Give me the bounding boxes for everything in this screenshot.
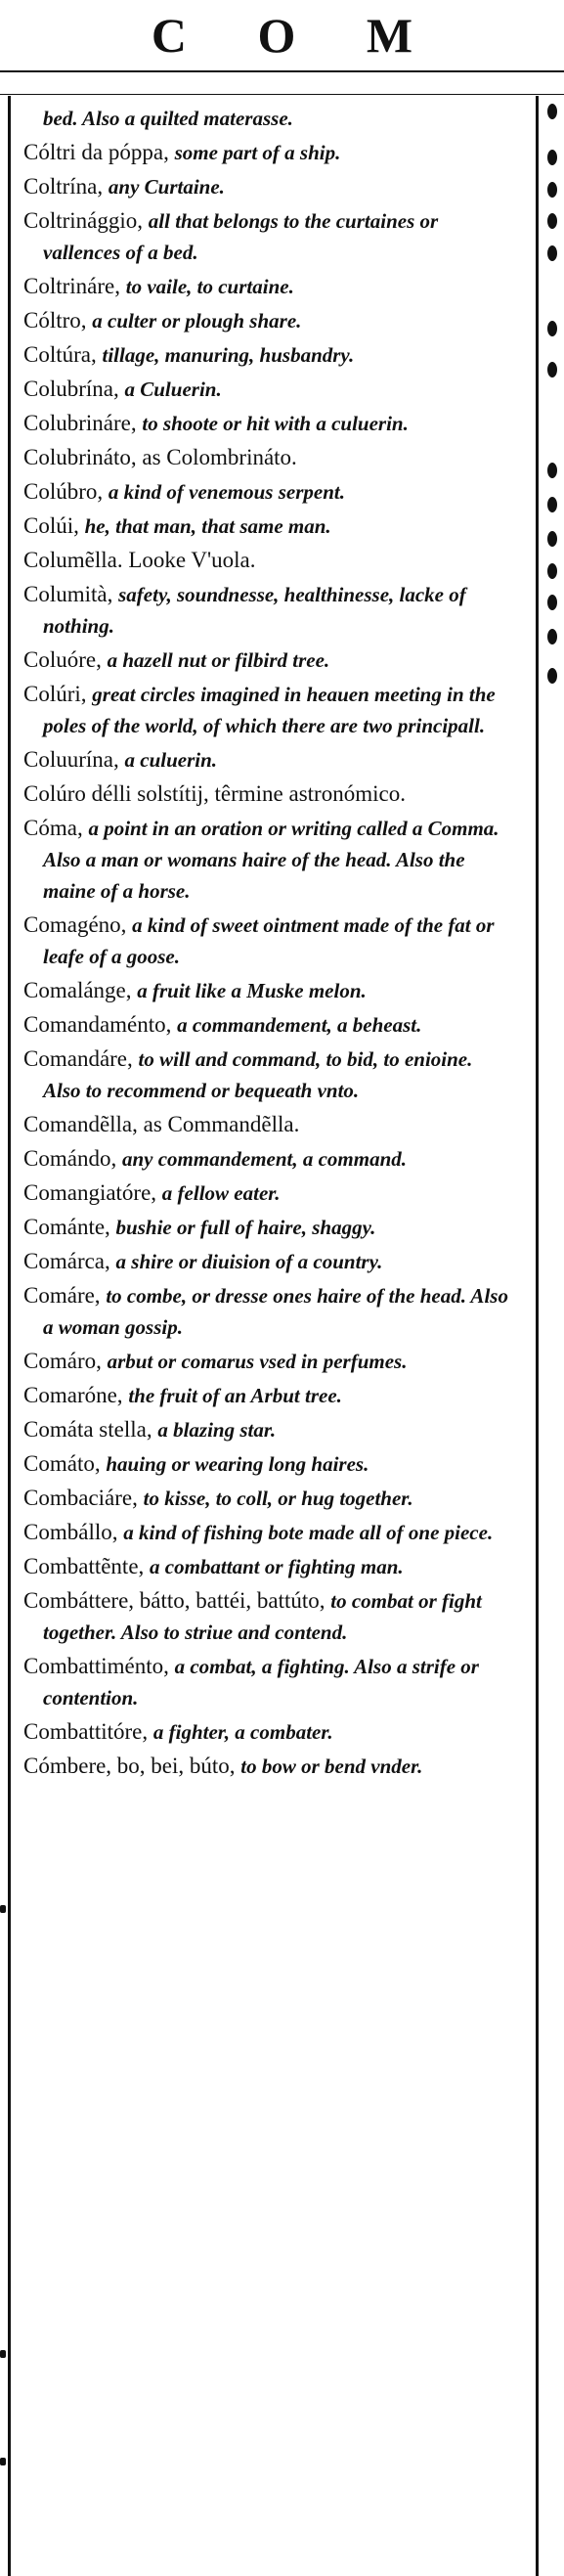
entry-headword: Comalánge, [23,978,132,1002]
margin-mark [0,2458,6,2465]
page-title: C O M [151,8,443,63]
entry-definition: some part of a ship. [174,141,341,164]
entry-definition: a blazing star. [157,1418,277,1442]
entry-definition: great circles imagined in heauen meeting in the poles of the world, of which there are two principall. [43,683,496,737]
entry-headword: Cómbere, bo, bei, búto, [23,1754,236,1778]
column-top-rule [0,94,564,95]
entry-headword: Coluóre, [23,647,102,672]
entry-headword: Coltrína, [23,174,104,199]
dictionary-entry [23,171,514,202]
entry-definition: to combat or fight together. Also to striue and contend. [43,1589,482,1644]
margin-mark [547,497,557,512]
dictionary-entry [23,442,514,473]
entry-definition: to bow or bend vnder. [240,1754,423,1778]
dictionary-entry [23,1716,514,1748]
dictionary-entry [23,1414,514,1445]
dictionary-entry [23,1044,514,1106]
entry-headword: Colubrína, [23,377,119,401]
dictionary-entry [23,1651,514,1713]
dictionary-entry [23,1212,514,1243]
dictionary-entry [23,476,514,508]
entry-headword: Combattiménto, [23,1654,169,1678]
entry-definition: safety, soundnesse, healthinesse, lacke of nothing. [43,583,466,638]
dictionary-entry [23,644,514,676]
entry-headword: Cóma, [23,816,83,840]
dictionary-entry [23,1551,514,1582]
entry-definition: a combattant or fighting man. [150,1555,404,1578]
entry-definition: to vaile, to curtaine. [125,275,294,298]
dictionary-entry [23,1751,514,1782]
entry-headword: Columità, [23,582,113,606]
entry-headword: Comandáre, [23,1046,133,1071]
entry-headword: Comáta stella, [23,1417,152,1442]
margin-mark [547,563,557,579]
left-column-rule [8,96,11,2576]
entry-headword: Comáro, [23,1349,102,1373]
entry-headword: Coltúra, [23,342,97,367]
dictionary-entry [23,1009,514,1041]
margin-mark [547,595,557,610]
entry-definition: any Curtaine. [108,175,225,199]
margin-mark [547,668,557,684]
margin-mark [0,2350,6,2358]
entry-definition: any commandement, a command. [121,1147,408,1171]
dictionary-entry [23,305,514,336]
dictionary-entry [23,1143,514,1175]
dictionary-entry [23,374,514,405]
entry-definition: a kind of venemous serpent. [108,480,345,504]
dictionary-entry [23,103,514,134]
entry-definition: to combe, or dresse ones haire of the head. Also a woman gossip. [43,1284,508,1339]
entry-definition: tillage, manuring, husbandry. [102,343,355,367]
dictionary-entry [23,1280,514,1343]
entry-definition: a fighter, a combater. [152,1720,333,1744]
dictionary-column [23,103,514,1785]
dictionary-entry [23,1585,514,1648]
margin-mark [547,629,557,644]
entry-headword: Combállo, [23,1520,118,1544]
entry-headword: Coltrináre, [23,274,120,298]
entry-definition: a shire or diuision of a country. [115,1250,383,1273]
entry-headword: Combáttere, bátto, battéi, battúto, [23,1588,325,1613]
margin-mark [547,104,557,119]
margin-mark [547,245,557,261]
entry-definition: all that belongs to the curtaines or vallences of a bed. [43,209,439,264]
margin-mark [547,182,557,198]
entry-definition: he, that man, that same man. [84,514,331,538]
dictionary-entry [23,975,514,1006]
dictionary-entry [23,1346,514,1377]
entry-definition: a culter or plough share. [92,309,302,333]
entry-headword: Comáto, [23,1451,101,1476]
entry-headword: Colubrináre, [23,411,137,435]
margin-mark [547,150,557,165]
entry-definition: bed. Also a quilted materasse. [43,107,293,130]
page-header [0,0,564,70]
dictionary-entry [23,408,514,439]
right-column-rule [536,96,539,2576]
dictionary-entry [23,1246,514,1277]
entry-definition: a culuerin. [124,748,218,772]
entry-headword: Combaciáre, [23,1486,138,1510]
dictionary-entry [23,1177,514,1209]
dictionary-entry [23,813,514,907]
entry-definition: a combat, a fighting. Also a strife or contention. [43,1655,479,1710]
entry-definition: a kind of sweet ointment made of the fat or leafe of a goose. [43,913,495,968]
entry-headword: Cománte, [23,1215,110,1239]
margin-mark [0,1905,6,1913]
dictionary-entry [23,511,514,542]
left-margin-marks [0,96,8,2576]
entry-definition: the fruit of an Arbut tree. [128,1384,342,1407]
margin-mark [547,321,557,336]
entry-headword: Comandaménto, [23,1012,172,1037]
entry-headword: Comangiatóre, [23,1180,157,1205]
entry-headword: Colubrináto, as Colombrináto. [23,445,297,469]
dictionary-entry [23,205,514,268]
top-rule [0,70,564,72]
entry-definition: a fellow eater. [161,1181,281,1205]
entry-headword: Cóltri da póppa, [23,140,169,164]
entry-headword: Coluurína, [23,747,119,772]
entry-definition: a commandement, a beheast. [177,1013,422,1037]
margin-mark [547,531,557,547]
dictionary-entry [23,545,514,576]
entry-definition: hauing or wearing long haires. [106,1452,369,1476]
margin-mark [547,213,557,229]
entry-definition: a hazell nut or filbird tree. [107,648,330,672]
entry-definition: arbut or comarus vsed in perfumes. [107,1350,408,1373]
dictionary-entry [23,679,514,741]
entry-definition: to will and command, to bid, to enioine. Also to recommend or bequeath vnto. [43,1047,473,1102]
entry-definition: bushie or full of haire, shaggy. [115,1216,376,1239]
entry-headword: Colúro délli solstítij, têrmine astronómico. [23,781,406,806]
entry-headword: Combattẽnte, [23,1554,145,1578]
dictionary-entry [23,778,514,810]
dictionary-entry [23,1109,514,1140]
dictionary-entry [23,271,514,302]
dictionary-entry [23,910,514,972]
entry-headword: Comáre, [23,1283,101,1308]
dictionary-entry [23,1448,514,1480]
margin-mark [547,362,557,378]
entry-definition: a fruit like a Muske melon. [137,979,367,1002]
entry-headword: Columẽlla. Looke V'uola. [23,548,256,572]
entry-headword: Comárca, [23,1249,110,1273]
entry-headword: Comagéno, [23,912,127,937]
entry-definition: to kisse, to coll, or hug together. [143,1487,413,1510]
entry-headword: Colúbro, [23,479,104,504]
dictionary-entry [23,1380,514,1411]
entry-headword: Comaróne, [23,1383,123,1407]
entry-headword: Cóltro, [23,308,87,333]
dictionary-entry [23,137,514,168]
entry-headword: Comándo, [23,1146,117,1171]
entry-headword: Coltrinággio, [23,208,144,233]
dictionary-entry [23,1517,514,1548]
entry-definition: a Culuerin. [124,378,222,401]
entry-headword: Colúri, [23,682,87,706]
entry-headword: Combattitóre, [23,1719,149,1744]
entry-definition: a kind of fishing bote made all of one piece. [123,1521,494,1544]
entry-headword: Comandẽlla, as Commandẽlla. [23,1112,300,1136]
margin-mark [547,463,557,478]
entry-definition: a point in an oration or writing called a Comma. Also a man or womans haire of the head. Also the maine of a horse. [43,817,499,903]
dictionary-entry [23,744,514,776]
dictionary-entry [23,579,514,642]
dictionary-entry [23,339,514,371]
entry-headword: Colúi, [23,513,79,538]
dictionary-entry [23,1483,514,1514]
entry-definition: to shoote or hit with a culuerin. [142,412,409,435]
right-margin-marks [547,96,564,2576]
